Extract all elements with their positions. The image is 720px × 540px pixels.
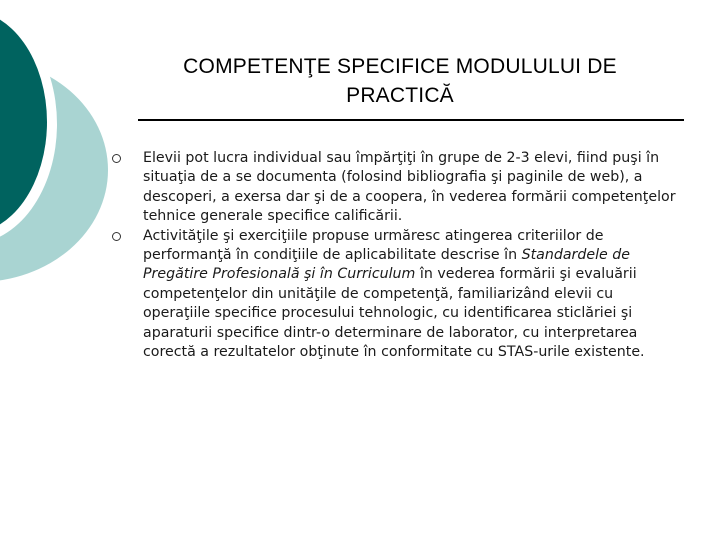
bullet-item <box>112 149 682 227</box>
bullet-list <box>112 149 682 362</box>
hollow-circle-bullet-icon <box>112 154 121 163</box>
bullet-text-continued: în vederea formării şi evaluării competenţelor din unităţile de competenţă, familiarizând elevii cu operaţiile specifice procesului tehnologic, cu identificarea sticlăriei şi aparaturii specifice dintr-o determinare de laborator, cu interpretarea corectă a rezultatelor obţinute în conformitate cu STAS-urile existente. <box>143 266 645 361</box>
bullet-text: Activităţile şi exerciţiile propuse urmăresc atingerea criteriilor de performanţă în condiţiile de aplicabilitate descrise în <box>143 227 604 264</box>
bullet-emphasis-text: Standardele de Pregătire Profesională şi în Curriculum <box>143 247 631 283</box>
hollow-circle-bullet-icon <box>112 232 121 241</box>
slide-title: COMPETENŢE SPECIFICE MODULULUI DE PRACTICĂ <box>183 55 617 107</box>
bullet-item <box>112 227 682 363</box>
corner-decoration <box>0 0 120 300</box>
bullet-text: Elevii pot lucra individual sau împărţiţi în grupe de 2-3 elevi, fiind puşi în situaţia de a se documenta (folosind bibliografia şi paginile de web), a descoperi, a exersa dar şi de a coopera, în vederea formării competenţelor tehnice generale specifice calificării. <box>143 150 676 225</box>
title-divider <box>138 119 684 121</box>
